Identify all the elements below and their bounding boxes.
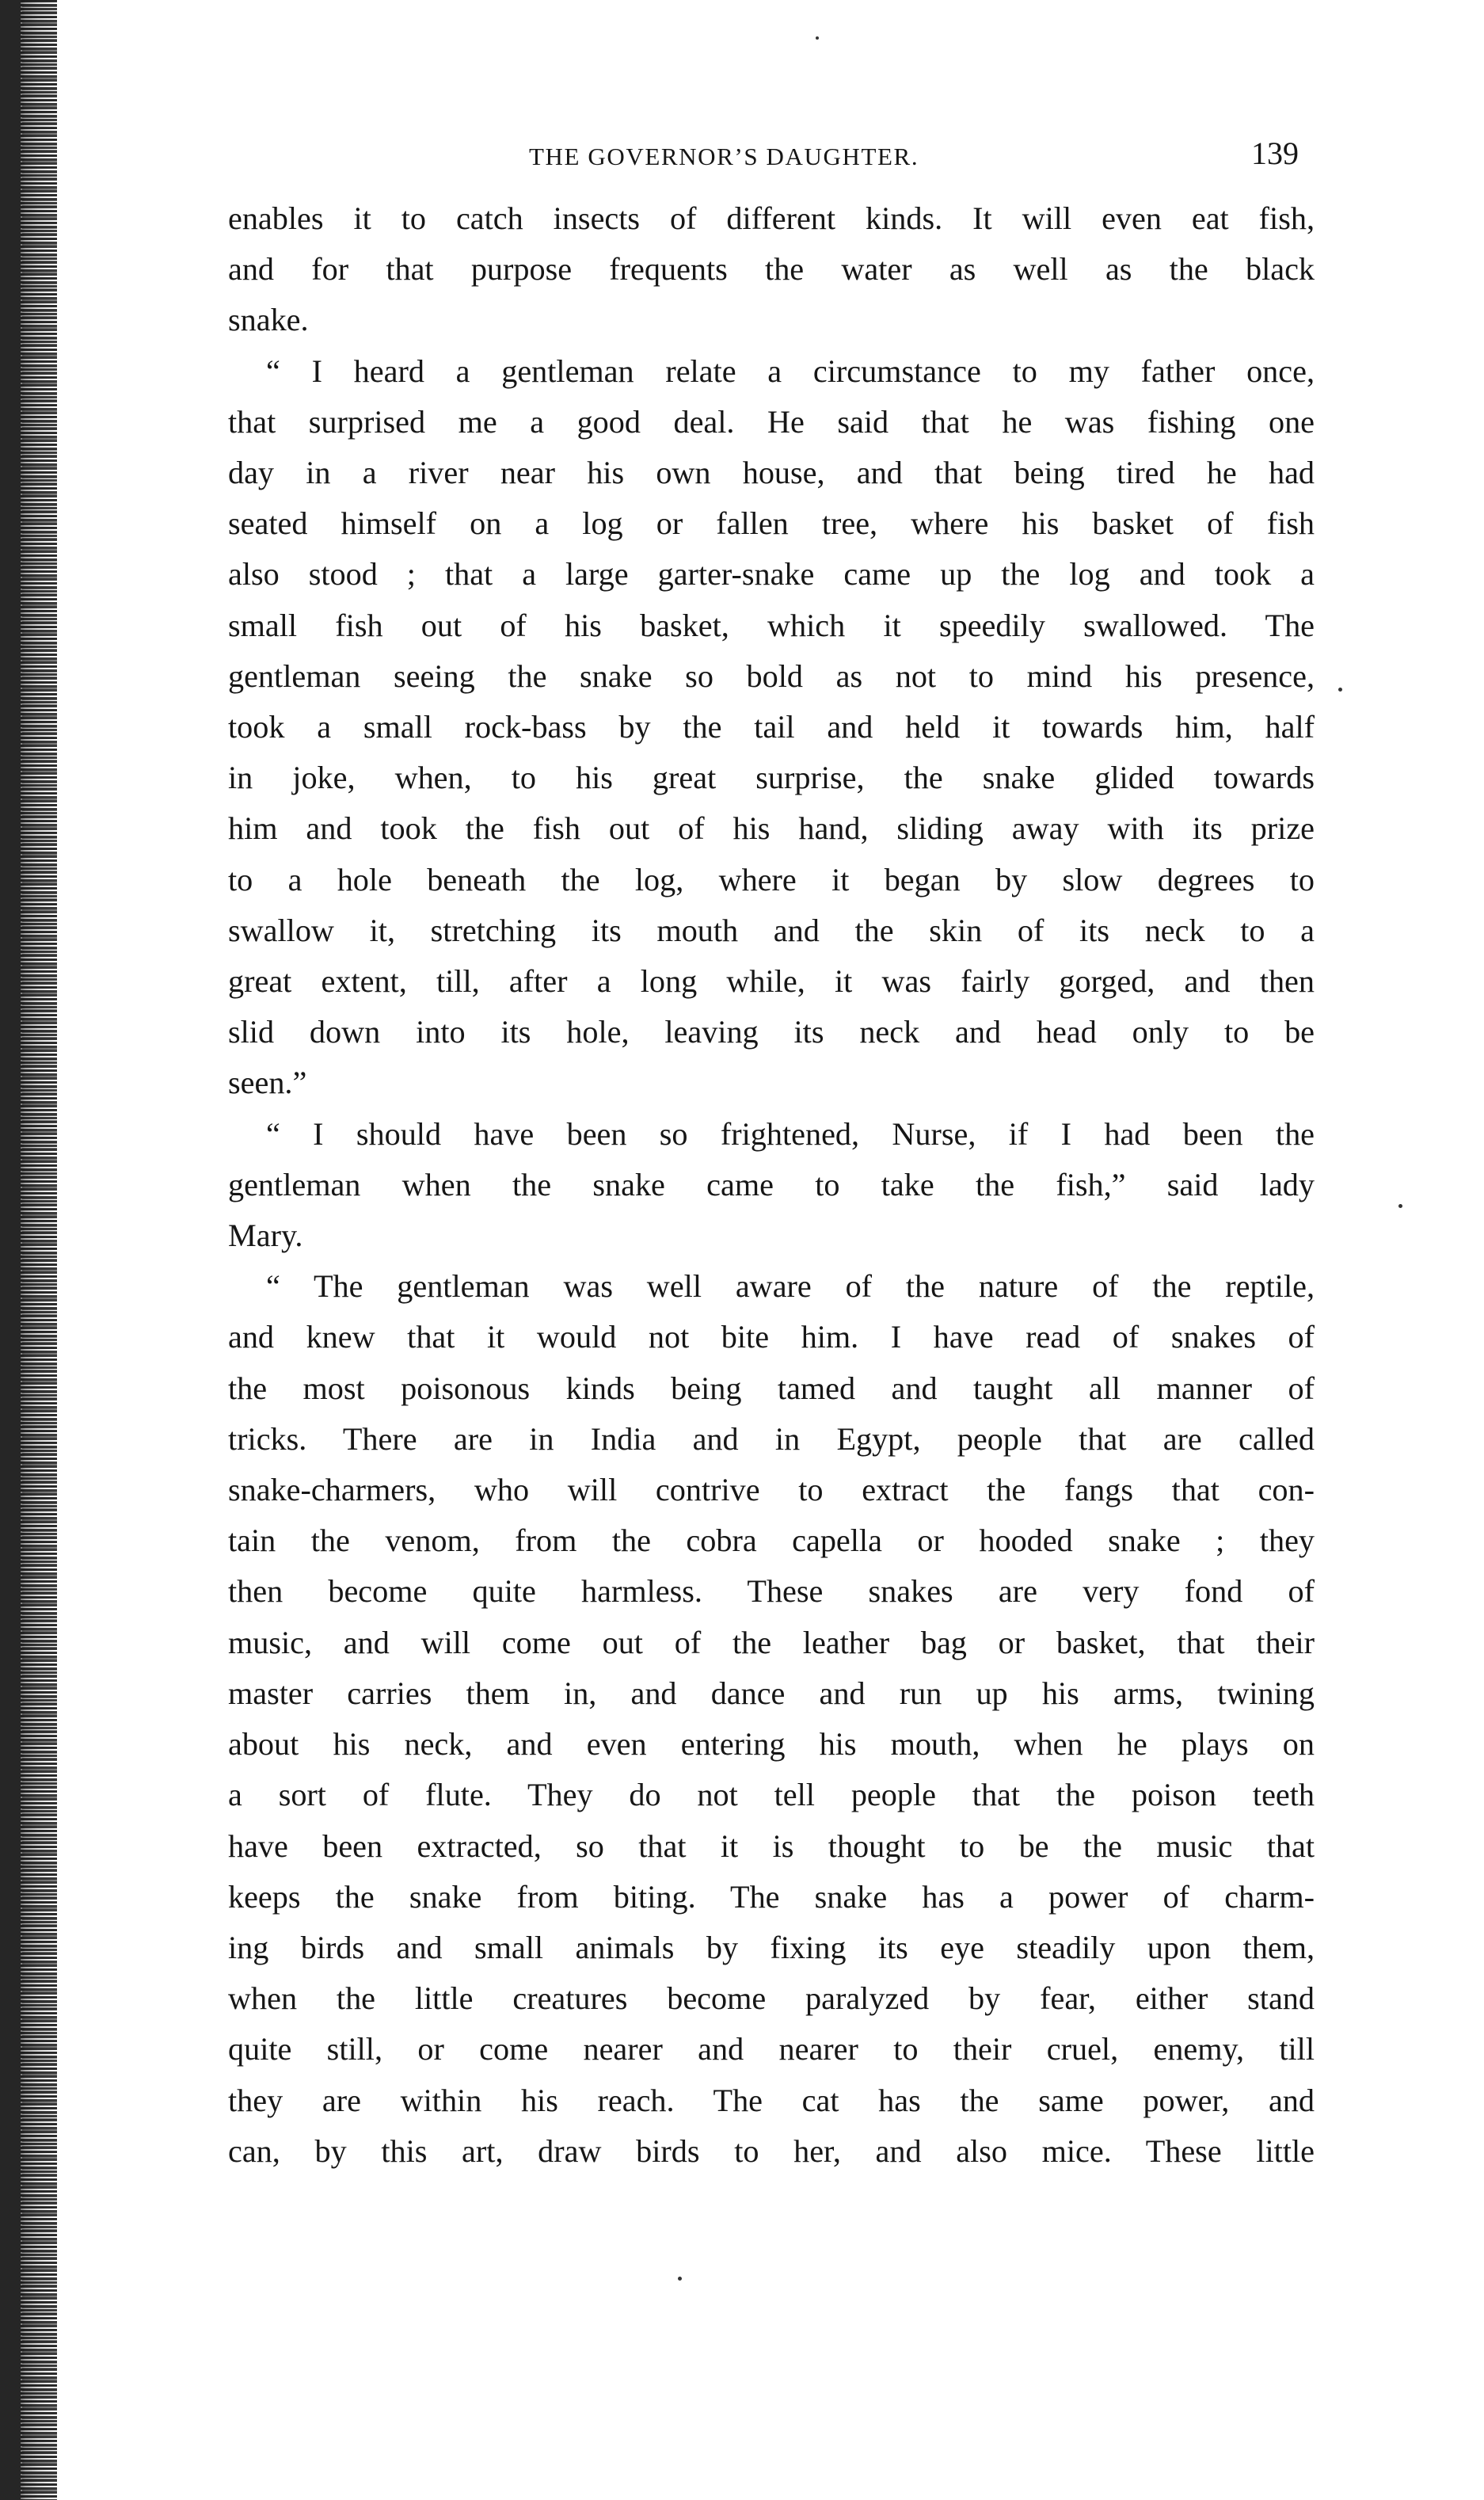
running-head: [228, 135, 1315, 182]
running-title: THE GOVERNOR’S DAUGHTER.: [529, 143, 919, 170]
text-line: swallow it, stretching its mouth and the skin of its neck to a: [228, 912, 1315, 948]
paragraph: [228, 193, 1315, 346]
text-line: snake.: [228, 302, 309, 338]
text-line: in joke, when, to his great surprise, the snake glided towards: [228, 760, 1315, 796]
text-line: when the little creatures become paralyzed by fear, either stand: [228, 1980, 1315, 2017]
text-line: great extent, till, after a long while, it was fairly gorged, and then: [228, 963, 1315, 1000]
text-line: then become quite harmless. These snakes are very fond of: [228, 1573, 1315, 1610]
text-line: that surprised me a good deal. He said that he was fishing one: [228, 403, 1315, 440]
text-line: ing birds and small animals by fixing its eye steadily upon them,: [228, 1929, 1315, 1965]
text-line: gentleman when the snake came to take the fish,” said lady: [228, 1166, 1315, 1202]
text-line: snake-charmers, who will contrive to extract the fangs that con-: [228, 1472, 1315, 1508]
text-line: and knew that it would not bite him. I have read of snakes of: [228, 1319, 1315, 1355]
book-page: [228, 135, 1315, 2177]
paragraph: [228, 346, 1315, 1109]
text-line: enables it to catch insects of different kinds. It will even eat fish,: [228, 200, 1315, 236]
text-line: music, and will come out of the leather bag or basket, that their: [228, 1624, 1315, 1660]
text-line: quite still, or come nearer and nearer to their cruel, enemy, till: [228, 2031, 1315, 2067]
text-line: small fish out of his basket, which it speedily swallowed. The: [228, 607, 1315, 643]
text-line: also stood ; that a large garter-snake came up the log and took a: [228, 556, 1315, 593]
paragraph: [228, 1261, 1315, 2177]
text-line: the most poisonous kinds being tamed and taught all manner of: [228, 1370, 1315, 1406]
text-line: can, by this art, draw birds to her, and also mice. These little: [228, 2132, 1315, 2169]
text-line: slid down into its hole, leaving its neck and head only to be: [228, 1014, 1315, 1050]
text-line: him and took the fish out of his hand, sliding away with its prize: [228, 810, 1315, 847]
page-binding-edge: [0, 0, 57, 2500]
text-line: and for that purpose frequents the water as well as the black: [228, 251, 1315, 288]
text-line: tricks. There are in India and in Egypt, people that are called: [228, 1420, 1315, 1457]
text-line: “ I heard a gentleman relate a circumstance to my father once,: [266, 353, 1315, 389]
text-line: they are within his reach. The cat has the same power, and: [228, 2082, 1315, 2118]
text-line: tain the venom, from the cobra capella or hooded snake ; they: [228, 1522, 1315, 1559]
text-line: Mary.: [228, 1218, 303, 1254]
text-line: “ The gentleman was well aware of the nature of the reptile,: [266, 1268, 1315, 1305]
paragraph: [228, 1109, 1315, 1262]
body-text: [228, 193, 1315, 2177]
text-line: took a small rock-bass by the tail and held it towards him, half: [228, 709, 1315, 745]
text-line: seated himself on a log or fallen tree, where his basket of fish: [228, 505, 1315, 542]
text-line: about his neck, and even entering his mouth, when he plays on: [228, 1726, 1315, 1763]
text-line: keeps the snake from biting. The snake has a power of charm-: [228, 1878, 1315, 1915]
text-line: gentleman seeing the snake so bold as not to mind his presence,: [228, 657, 1315, 694]
text-line: master carries them in, and dance and run up his arms, twining: [228, 1675, 1315, 1711]
text-line: to a hole beneath the log, where it began by slow degrees to: [228, 861, 1315, 897]
text-line: day in a river near his own house, and that being tired he had: [228, 455, 1315, 491]
text-line: seen.”: [228, 1065, 307, 1101]
text-line: have been extracted, so that it is thought to be the music that: [228, 1827, 1315, 1864]
text-line: a sort of flute. They do not tell people that the poison teeth: [228, 1777, 1315, 1813]
text-line: “ I should have been so frightened, Nurse, if I had been the: [266, 1115, 1315, 1152]
page-number: 139: [1251, 135, 1299, 171]
